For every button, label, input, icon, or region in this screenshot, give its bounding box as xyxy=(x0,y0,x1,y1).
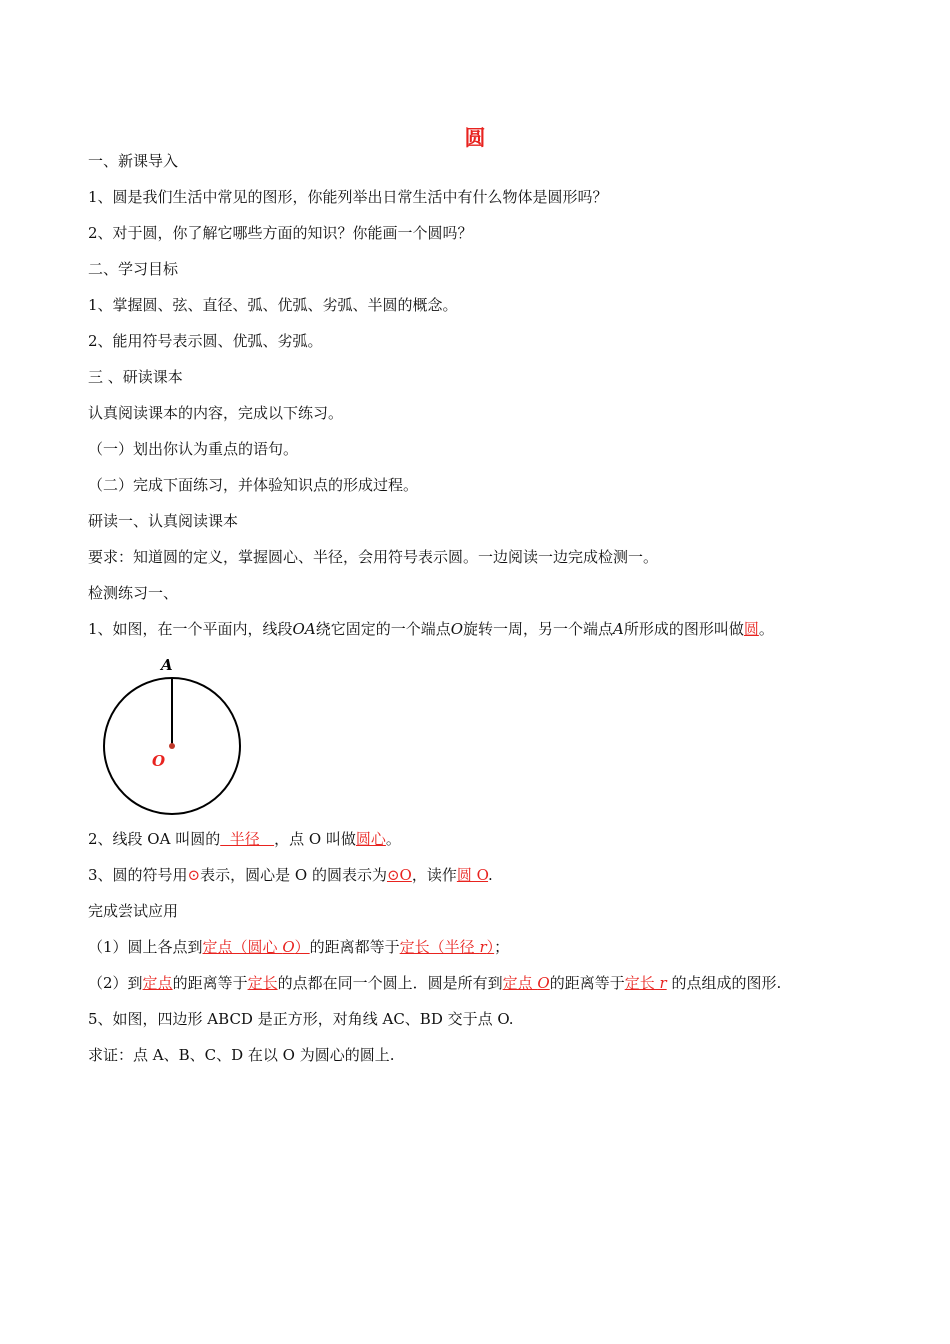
answer-center: 圆心 xyxy=(355,830,386,848)
apply-2: （2）到定点的距离等于定长的点都在同一个圆上．圆是所有到定点 O的距离等于定长 r 的点组成的图形. xyxy=(88,974,782,992)
label-o: O xyxy=(152,752,166,770)
label-a: A xyxy=(161,656,173,674)
reading-step-2: （二）完成下面练习，并体验知识点的形成过程。 xyxy=(88,476,419,494)
circle-diagram xyxy=(100,652,250,822)
answer-read-as: 圆 O xyxy=(456,866,489,884)
page-title: 圆 xyxy=(464,125,486,150)
check-1-heading: 检测练习一、 xyxy=(88,584,179,602)
answer-fixed-point: 定点（圆心 O） xyxy=(202,938,310,956)
section-heading-intro: 一、新课导入 xyxy=(88,152,179,170)
reading-instruction: 认真阅读课本的内容，完成以下练习。 xyxy=(88,404,344,422)
exercise-5: 5、如图，四边形 ABCD 是正方形，对角线 AC、BD 交于点 O. xyxy=(88,1010,514,1028)
apply-heading: 完成尝试应用 xyxy=(88,902,179,920)
apply-1: （1）圆上各点到定点（圆心 O）的距离都等于定长（半径 r）； xyxy=(88,938,510,956)
exercise-3: 3、圆的符号用⊙表示，圆心是 O 的圆表示为⊙O，读作圆 O. xyxy=(88,866,493,884)
answer-fixed-length-2: 定长 xyxy=(247,974,278,992)
answer-circle: 圆 xyxy=(743,620,759,638)
exercise-2: 2、线段 OA 叫圆的 半径 ，点 O 叫做圆心。 xyxy=(88,830,401,848)
answer-fixed-length-r: 定长 r xyxy=(624,974,667,992)
question-2: 2、对于圆，你了解它哪些方面的知识？你能画一个圆吗？ xyxy=(88,224,473,242)
circle-figure xyxy=(100,652,250,822)
section-heading-reading: 三 、研读课本 xyxy=(88,368,183,386)
proof-statement: 求证：点 A、B、C、D 在以 O 为圆心的圆上. xyxy=(88,1046,395,1064)
answer-fixed-point-2: 定点 xyxy=(142,974,173,992)
answer-fixed-length: 定长（半径 r） xyxy=(399,938,495,956)
goal-1: 1、掌握圆、弦、直径、弧、优弧、劣弧、半圆的概念。 xyxy=(88,296,458,314)
question-1: 1、圆是我们生活中常见的图形，你能列举出日常生活中有什么物体是圆形吗？ xyxy=(88,188,608,206)
answer-radius: 半径 xyxy=(220,830,275,848)
goal-2: 2、能用符号表示圆、优弧、劣弧。 xyxy=(88,332,323,350)
center-point xyxy=(169,743,175,749)
reading-step-1: （一）划出你认为重点的语句。 xyxy=(88,440,299,458)
study-1-heading: 研读一、认真阅读课本 xyxy=(88,512,239,530)
answer-fixed-point-o: 定点 O xyxy=(502,974,550,992)
exercise-1: 1、如图，在一个平面内，线段OA绕它固定的一个端点O旋转一周，另一个端点A所形成的图形叫做圆。 xyxy=(88,620,774,638)
circle-symbol: ⊙ xyxy=(187,866,201,884)
answer-circle-o: ⊙O xyxy=(386,866,412,884)
section-heading-goals: 二、学习目标 xyxy=(88,260,179,278)
study-1-requirement: 要求：知道圆的定义，掌握圆心、半径，会用符号表示圆。一边阅读一边完成检测一。 xyxy=(88,548,659,566)
